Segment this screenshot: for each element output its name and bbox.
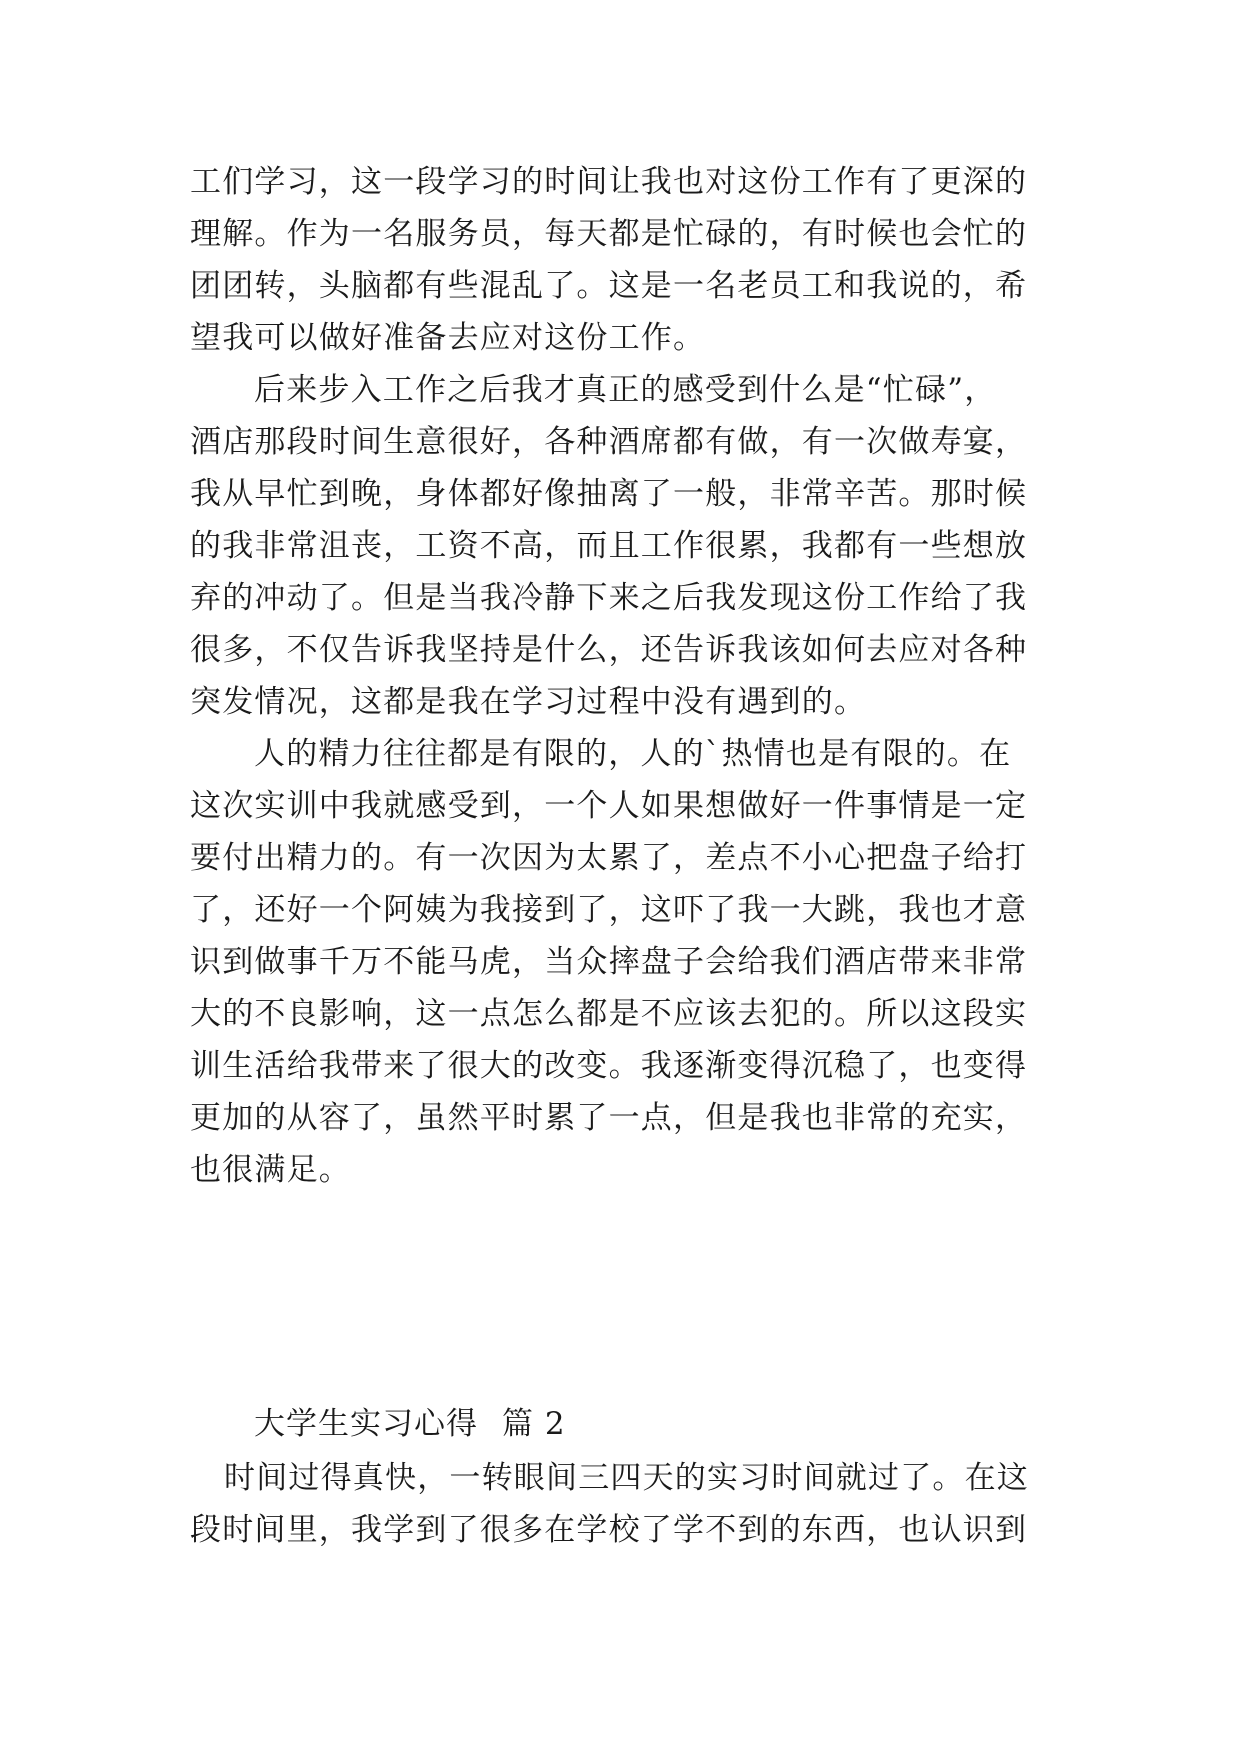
text-line: 了，还好一个阿姨为我接到了，这吓了我一大跳，我也才意 (190, 892, 1028, 928)
text-line: 这次实训中我就感受到，一个人如果想做好一件事情是一定 (190, 788, 1028, 824)
section-title: 大学生实习心得 (254, 1406, 478, 1442)
text-line: 弃的冲动了。但是当我冷静下来之后我发现这份工作给了我 (190, 580, 1028, 616)
text-line: 我从早忙到晚，身体都好像抽离了一般，非常辛苦。那时候 (190, 476, 1028, 512)
text-line: 大的不良影响，这一点怎么都是不应该去犯的。所以这段实 (190, 996, 1028, 1032)
text-line: 要付出精力的。有一次因为太累了，差点不小心把盘子给打 (190, 840, 1028, 876)
text-line: 工们学习，这一段学习的时间让我也对这份工作有了更深的 (190, 164, 1028, 200)
text-line: 也很满足。 (190, 1152, 351, 1188)
body-text-block-1 (190, 156, 1050, 1196)
text-line: 的我非常沮丧，工资不高，而且工作很累，我都有一些想放 (190, 528, 1028, 564)
section-heading (254, 1398, 566, 1450)
paragraph-first-line: 时间过得真快，一转眼间三四天的实习时间就过了。在这 (224, 1460, 1029, 1496)
text-line: 训生活给我带来了很大的改变。我逐渐变得沉稳了，也变得 (190, 1048, 1028, 1084)
paragraph-first-line: 后来步入工作之后我才真正的感受到什么是“忙碌”， (254, 372, 997, 408)
text-line: 突发情况，这都是我在学习过程中没有遇到的。 (190, 684, 867, 720)
text-line: 很多，不仅告诉我坚持是什么，还告诉我该如何去应对各种 (190, 632, 1028, 668)
text-line: 酒店那段时间生意很好，各种酒席都有做，有一次做寿宴， (190, 424, 1028, 460)
section-number: 篇 2 (502, 1406, 566, 1442)
text-line: 理解。作为一名服务员，每天都是忙碌的，有时候也会忙的 (190, 216, 1028, 252)
text-line: 段时间里，我学到了很多在学校了学不到的东西，也认识到 (190, 1512, 1028, 1548)
text-line: 团团转，头脑都有些混乱了。这是一名老员工和我说的，希 (190, 268, 1028, 304)
text-line: 识到做事千万不能马虎，当众摔盘子会给我们酒店带来非常 (190, 944, 1028, 980)
text-line: 更加的从容了，虽然平时累了一点，但是我也非常的充实， (190, 1100, 1028, 1136)
body-text-block-2 (190, 1452, 1050, 1556)
text-line: 望我可以做好准备去应对这份工作。 (190, 320, 706, 356)
paragraph-first-line: 人的精力往往都是有限的，人的`热情也是有限的。在 (254, 736, 1012, 772)
